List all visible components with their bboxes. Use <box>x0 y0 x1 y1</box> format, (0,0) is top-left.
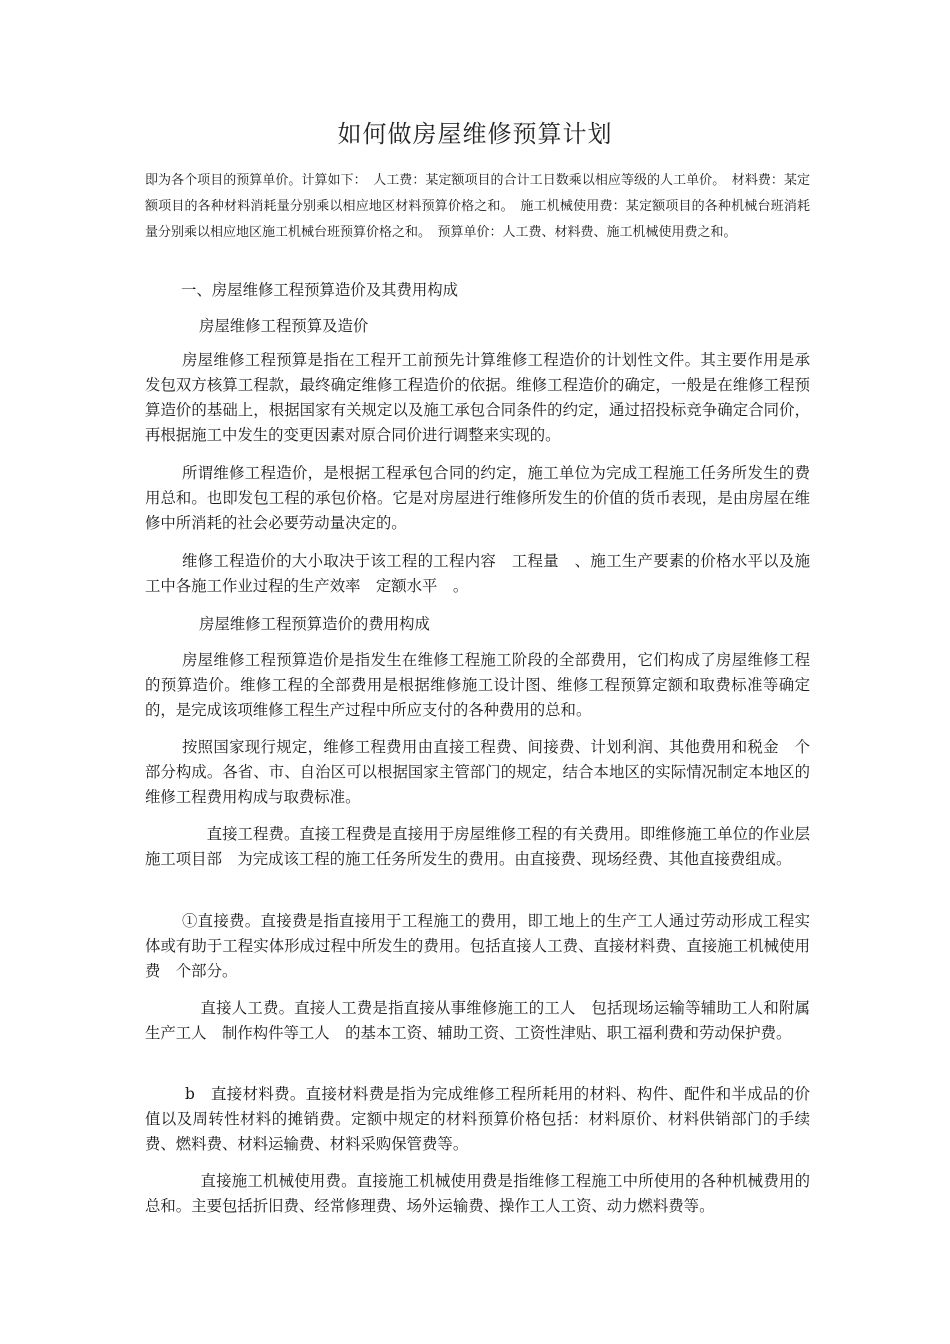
paragraph: 房屋维修工程预算造价是指发生在维修工程施工阶段的全部费用，它们构成了房屋维修工程的预算造价。维修工程的全部费用是根据维修施工设计图、维修工程预算定额和取费标准等确定的，是完成该项维修工程生产过程中所应支付的各种费用的总和。 <box>145 651 810 719</box>
paragraph: 直接工程费。直接工程费是直接用于房屋维修工程的有关费用。即维修施工单位的作业层 施工项目部 为完成该工程的施工任务所发生的费用。由直接费、现场经费、其他直接费组成。 <box>145 825 826 868</box>
paragraph: 直接人工费。直接人工费是指直接从事维修施工的工人 包括现场运输等辅助工人和附属生产工人 制作构件等工人 的基本工资、辅助工资、工资性津贴、职工福利费和劳动保护费。 <box>145 999 810 1042</box>
paragraph: b 直接材料费。直接材料费是指为完成维修工程所耗用的材料、构件、配件和半成品的价值以及周转性材料的摊销费。定额中规定的材料预算价格包括：材料原价、材料供销部门的手续费、燃料费、材料运输费、材料采购保管费等。 <box>145 1085 810 1153</box>
document-title: 如何做房屋维修预算计划 <box>337 120 613 148</box>
paragraph: 所谓维修工程造价，是根据工程承包合同的约定，施工单位为完成工程施工任务所发生的费用总和。也即发包工程的承包价格。它是对房屋进行维修所发生的价值的货币表现，是由房屋在维修中所消耗的社会必要劳动量决定的。 <box>145 464 810 532</box>
section-heading: 一、房屋维修工程预算造价及其费用构成 <box>181 281 459 299</box>
paragraph: 维修工程造价的大小取决于该工程的工程内容 工程量 、施工生产要素的价格水平以及施工中各施工作业过程的生产效率 定额水平 。 <box>145 552 810 595</box>
subsection-heading: 房屋维修工程预算造价的费用构成 <box>199 615 430 633</box>
subsection-heading: 房屋维修工程预算及造价 <box>199 317 369 335</box>
paragraph: 直接施工机械使用费。直接施工机械使用费是指维修工程施工中所使用的各种机械费用的总和。主要包括折旧费、经常修理费、场外运输费、操作工人工资、动力燃料费等。 <box>145 1172 810 1215</box>
paragraph: ①直接费。直接费是指直接用于工程施工的费用，即工地上的生产工人通过劳动形成工程实体或有助于工程实体形成过程中所发生的费用。包括直接人工费、直接材料费、直接施工机械使用费 个部分。 <box>145 912 810 980</box>
paragraph: 按照国家现行规定，维修工程费用由直接工程费、间接费、计划利润、其他费用和税金 个部分构成。各省、市、自治区可以根据国家主管部门的规定，结合本地区的实际情况制定本地区的维修工程费用构成与取费标准。 <box>145 738 810 806</box>
paragraph: 房屋维修工程预算是指在工程开工前预先计算维修工程造价的计划性文件。其主要作用是承发包双方核算工程款，最终确定维修工程造价的依据。维修工程造价的确定，一般是在维修工程预算造价的基础上，根据国家有关规定以及施工承包合同条件的约定，通过招投标竞争确定合同价，再根据施工中发生的变更因素对原合同价进行调整来实现的。 <box>145 351 810 444</box>
intro-paragraph: 即为各个项目的预算单价。计算如下： 人工费：某定额项目的合计工日数乘以相应等级的人工单价。 材料费：某定额项目的各种材料消耗量分别乘以相应地区材料预算价格之和。 施工机械使用费：某定额项目的各种机械台班消耗量分别乘以相应地区施工机械台班预算价格之和。 预算单价：人工费、材料费、施工机械使用费之和。 <box>145 173 810 240</box>
